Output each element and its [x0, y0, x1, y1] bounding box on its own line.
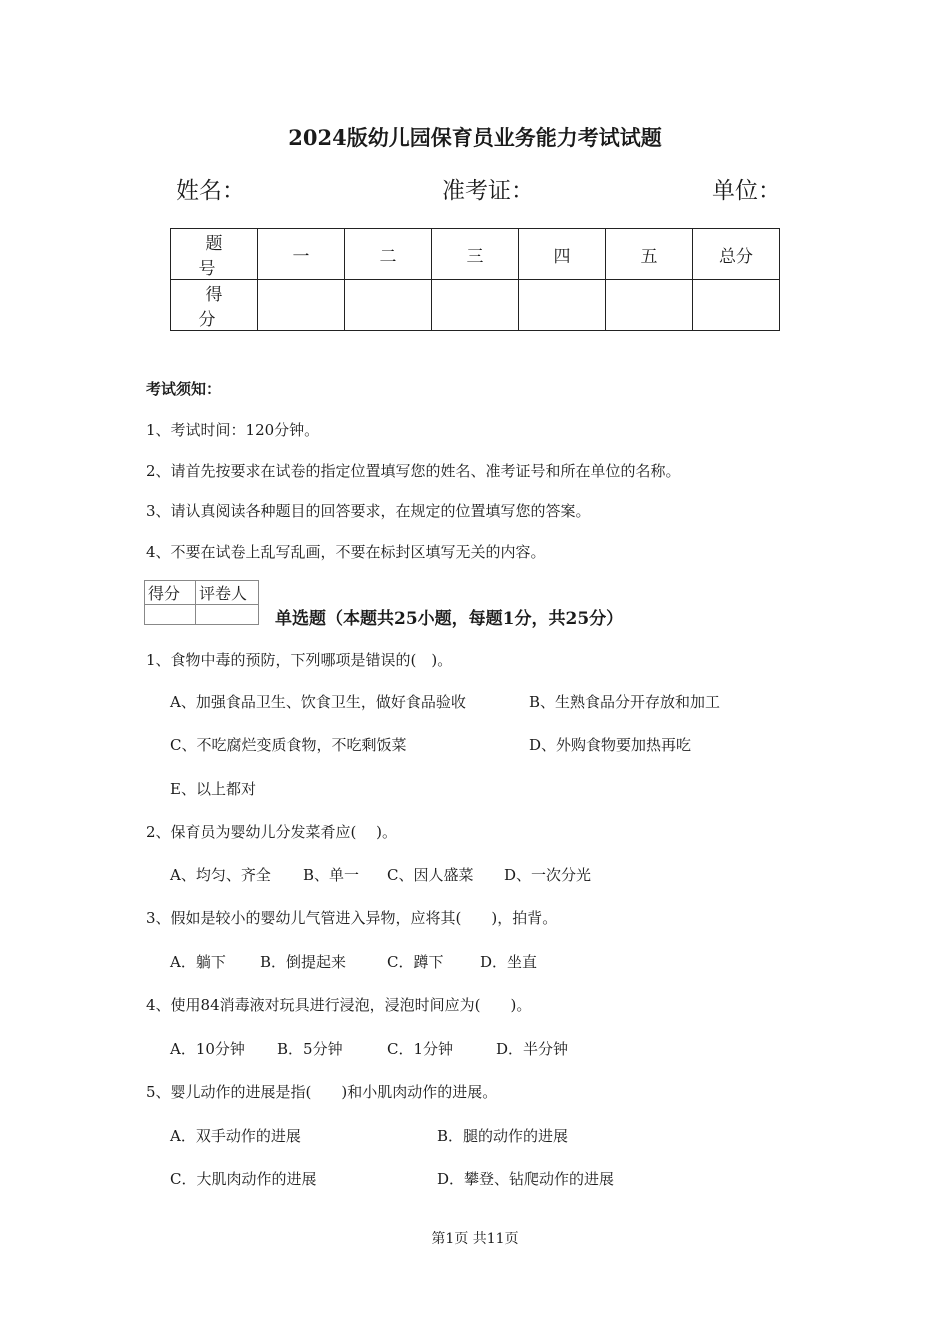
score-cell-4[interactable]: [519, 280, 606, 331]
notice-item-2: 2、请首先按要求在试卷的指定位置填写您的姓名、准考证号和所在单位的名称。: [146, 462, 681, 480]
question-2-option-d: D、一次分光: [504, 866, 592, 884]
notice-item-3: 3、请认真阅读各种题目的回答要求，在规定的位置填写您的答案。: [146, 502, 591, 520]
score-row-label: 得 分: [171, 280, 258, 331]
question-2-option-a: A、均匀、齐全: [170, 866, 271, 884]
question-3-option-a: A．躺下: [170, 953, 226, 971]
name-label: 姓名：: [176, 178, 245, 204]
header-cell-4: 四: [519, 229, 606, 280]
notice-item-4: 4、不要在试卷上乱写乱画，不要在标封区填写无关的内容。: [146, 543, 546, 561]
header-cell-5: 五: [606, 229, 693, 280]
grader-box-grader-label: 评卷人: [196, 581, 259, 605]
question-4-option-b: B．5分钟: [277, 1040, 343, 1058]
page-footer: 第1页 共11页: [431, 1231, 519, 1247]
question-1-option-b: B、生熟食品分开存放和加工: [529, 693, 721, 711]
score-table: [170, 228, 780, 331]
question-1-option-d: D、外购食物要加热再吃: [529, 736, 692, 754]
question-3-stem: 3、假如是较小的婴幼儿气管进入异物，应将其( )，拍背。: [146, 909, 558, 927]
question-2-option-c: C、因人盛菜: [387, 866, 474, 884]
question-1-option-e: E、以上都对: [170, 780, 256, 798]
grader-box: [144, 580, 259, 625]
question-4-option-c: C．1分钟: [387, 1040, 454, 1058]
section-heading: 单选题（本题共25小题，每题1分，共25分）: [275, 609, 624, 629]
score-cell-5[interactable]: [606, 280, 693, 331]
question-5-option-a: A．双手动作的进展: [170, 1127, 301, 1145]
score-cell-total[interactable]: [693, 280, 780, 331]
header-cell-3: 三: [432, 229, 519, 280]
score-table-score-row: [171, 280, 780, 331]
question-4-option-a: A．10分钟: [170, 1040, 245, 1058]
score-cell-3[interactable]: [432, 280, 519, 331]
question-4-option-d: D．半分钟: [496, 1040, 569, 1058]
score-table-header-row: [171, 229, 780, 280]
question-5-option-d: D．攀登、钻爬动作的进展: [437, 1170, 615, 1188]
header-cell-total: 总分: [693, 229, 780, 280]
question-3-option-d: D．坐直: [480, 953, 538, 971]
question-5-stem: 5、婴儿动作的进展是指( )和小肌肉动作的进展。: [146, 1083, 498, 1101]
header-cell-1: 一: [258, 229, 345, 280]
exam-id-label: 准考证：: [442, 178, 534, 204]
notice-heading: 考试须知：: [146, 380, 222, 398]
score-cell-2[interactable]: [345, 280, 432, 331]
question-1-option-a: A、加强食品卫生、饮食卫生，做好食品验收: [170, 693, 466, 711]
question-2-option-b: B、单一: [303, 866, 360, 884]
page-title: 2024版幼儿园保育员业务能力考试试题: [288, 125, 662, 150]
question-1-option-c: C、不吃腐烂变质食物，不吃剩饭菜: [170, 736, 407, 754]
question-2-stem: 2、保育员为婴幼儿分发菜肴应( )。: [146, 823, 398, 841]
score-cell-1[interactable]: [258, 280, 345, 331]
grader-box-score-label: 得分: [145, 581, 196, 605]
question-5-option-c: C．大肌肉动作的进展: [170, 1170, 317, 1188]
grader-box-score-cell[interactable]: [145, 605, 196, 625]
question-3-option-c: C．蹲下: [387, 953, 444, 971]
question-3-option-b: B．倒提起来: [260, 953, 347, 971]
question-5-option-b: B．腿的动作的进展: [437, 1127, 569, 1145]
header-cell-2: 二: [345, 229, 432, 280]
notice-item-1: 1、考试时间：120分钟。: [146, 421, 320, 439]
header-cell-label: 题 号: [171, 229, 258, 280]
question-1-stem: 1、食物中毒的预防，下列哪项是错误的( )。: [146, 651, 453, 669]
unit-label: 单位：: [712, 178, 781, 204]
grader-box-grader-cell[interactable]: [196, 605, 259, 625]
question-4-stem: 4、使用84消毒液对玩具进行浸泡，浸泡时间应为( )。: [146, 996, 532, 1014]
